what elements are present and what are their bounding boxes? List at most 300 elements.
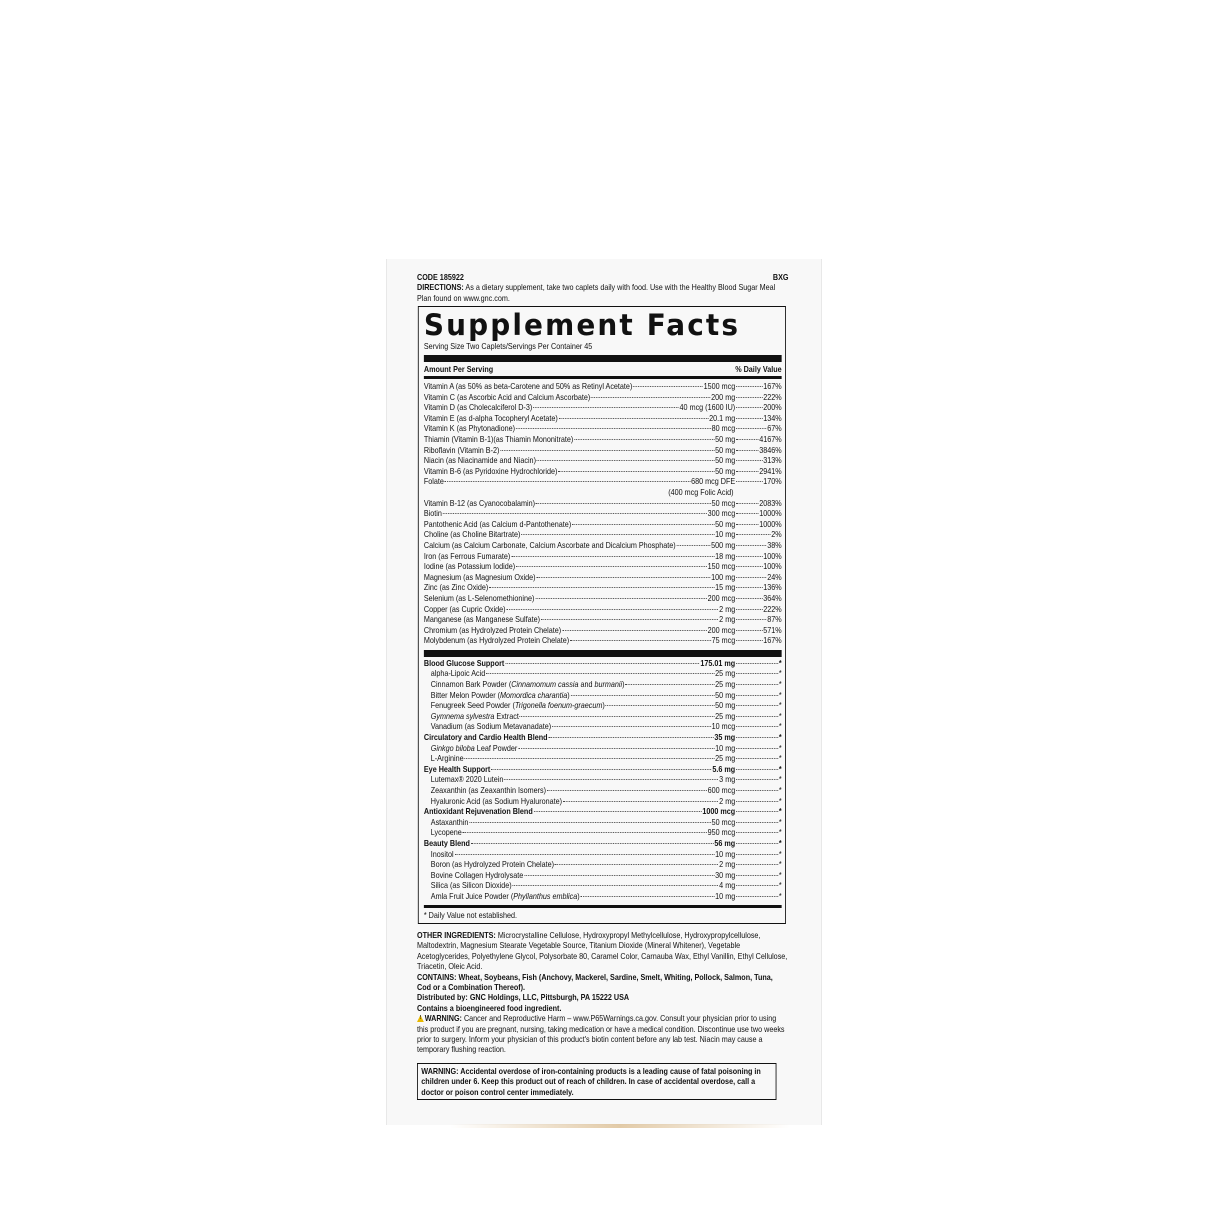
dot-leader	[570, 640, 711, 641]
nutrient-amount: 175.01 mg	[700, 657, 736, 668]
dot-leader	[591, 397, 710, 398]
nutrient-dv: 1000%	[759, 518, 782, 529]
contains-statement: CONTAINS: Wheat, Soybeans, Fish (Anchovy, Mackerel, Sardine, Smelt, Whiting, Pollock, Salmon, Tuna, Cod or a Combination Thereof).	[417, 971, 773, 992]
dot-leader	[736, 779, 778, 780]
dot-leader	[469, 822, 710, 823]
nutrient-row	[424, 582, 782, 593]
nutrient-amount: 75 mcg	[711, 635, 736, 646]
nutrient-amount: 18 mg	[715, 550, 736, 561]
dot-leader	[572, 524, 714, 525]
nutrient-name: Pantothenic Acid (as Calcium d-Pantothenate)	[423, 518, 572, 529]
nutrient-name: Zeaxanthin (as Zeaxanthin Isomers)	[430, 785, 547, 795]
nutrient-dv-cell	[735, 508, 781, 518]
dot-leader	[518, 748, 714, 749]
nutrient-dv-cell	[735, 732, 781, 742]
dot-leader	[736, 684, 778, 685]
nutrient-row	[424, 572, 782, 583]
nutrient-name: Vitamin D (as Cholecalciferol D-3)	[423, 402, 533, 413]
nutrient-dv: 67%	[767, 423, 782, 434]
nutrient-dv-cell	[735, 604, 781, 614]
batch-code: BXG	[772, 272, 789, 282]
nutrient-row	[424, 806, 782, 817]
nutrient-amount: 150 mcg	[707, 561, 736, 572]
facts-title: Supplement Facts	[423, 308, 741, 343]
dot-leader	[534, 811, 702, 812]
nutrient-amount: 10 mg	[715, 890, 736, 901]
nutrient-amount: 10 mcg	[711, 721, 736, 732]
nutrient-row	[424, 392, 782, 403]
dot-leader	[736, 418, 762, 419]
footnote: * Daily Value not established.	[424, 905, 782, 920]
dot-leader	[736, 481, 762, 482]
nutrient-row	[424, 870, 782, 881]
dot-leader	[559, 418, 709, 419]
dot-leader	[736, 524, 758, 525]
dot-leader	[536, 503, 711, 504]
nutrient-dv: *	[778, 816, 782, 827]
dot-leader	[491, 769, 711, 770]
section-divider	[424, 650, 782, 657]
nutrient-dv: 24%	[767, 571, 782, 582]
dot-leader	[736, 864, 778, 865]
nutrient-name: Bovine Collagen Hydrolysate	[430, 869, 524, 880]
dot-leader	[736, 460, 762, 461]
nutrient-name: Boron (as Hydrolyzed Protein Chelate)	[430, 859, 555, 870]
dot-leader	[736, 513, 758, 514]
nutrient-name: Iodine (as Potassium Iodide)	[423, 561, 516, 572]
nutrient-row	[424, 732, 782, 743]
nutrient-dv-cell	[735, 529, 781, 539]
nutrient-dv: 100%	[763, 550, 782, 561]
nutrient-dv-cell	[735, 679, 781, 689]
nutrient-name: Fenugreek Seed Powder (Trigonella foenum-graecum)	[430, 700, 605, 711]
nutrient-dv-cell	[735, 498, 781, 508]
nutrient-dv: 2%	[771, 529, 782, 540]
nutrient-amount: 50 mg	[715, 455, 736, 466]
dot-leader	[555, 864, 718, 865]
dot-leader	[736, 673, 778, 674]
nutrient-dv: *	[778, 890, 782, 901]
nutrient-dv: *	[778, 763, 782, 774]
nutrient-amount: 300 mcg	[707, 508, 736, 519]
nutrient-name: Circulatory and Cardio Health Blend	[423, 732, 548, 743]
nutrient-dv: 4167%	[759, 434, 782, 444]
nutrient-dv-cell	[735, 721, 781, 731]
other-ingredients-text: Microcrystalline Cellulose, Hydroxypropyl Methylcellulose, Hydroxypropylcellulose, Maltodextrin, Magnesium Stearate Vegetable Source, Titanium Dioxide (Mineral Whitener), Vegetable Acetoglycerides, Polyethylene Glycol, Polysorbate 80, Caramel Color, Carnauba Wax, Ethyl Vanillin, Ethyl Cellulose, Triacetin, Oleic Acid.	[417, 929, 788, 972]
dot-leader	[736, 640, 762, 641]
dot-leader	[574, 439, 714, 440]
dot-leader	[736, 737, 778, 738]
nutrient-name: Bitter Melon Powder (Momordica charantia)	[430, 689, 570, 700]
dot-leader	[486, 673, 714, 674]
nutrient-dv: *	[778, 742, 782, 753]
nutrient-dv: *	[778, 657, 782, 668]
nutrient-dv-cell	[735, 635, 781, 645]
nutrient-dv: 100%	[763, 561, 782, 572]
prop65-warning	[417, 1013, 789, 1055]
nutrient-dv-cell	[735, 582, 781, 592]
dot-leader	[736, 609, 762, 610]
nutrient-dv-cell	[735, 423, 781, 433]
nutrient-row	[424, 859, 782, 870]
nutrient-amount: 50 mg	[715, 444, 736, 455]
nutrient-row	[424, 891, 782, 902]
nutrient-row	[424, 785, 782, 796]
nutrient-row	[424, 540, 782, 551]
nutrient-name: Niacin (as Niacinamide and Niacin)	[423, 455, 536, 466]
dot-leader	[736, 896, 778, 897]
nutrient-dv-cell	[735, 817, 781, 827]
nutrient-amount: 80 mcg	[711, 423, 736, 434]
directions	[417, 282, 789, 303]
nutrient-dv-cell	[735, 700, 781, 710]
nutrient-dv-cell	[735, 455, 781, 465]
nutrient-name: Molybdenum (as Hydrolyzed Protein Chelate)	[423, 635, 570, 646]
nutrient-amount: 30 mg	[715, 869, 736, 880]
nutrient-amount: 680 mcg DFE	[691, 476, 736, 487]
nutrient-dv: *	[778, 827, 782, 838]
nutrient-name: Magnesium (as Magnesium Oxide)	[423, 571, 536, 582]
nutrient-row	[424, 827, 782, 838]
nutrient-dv-cell	[735, 806, 781, 816]
dot-leader	[736, 769, 778, 770]
nutrient-amount: 2 mg	[719, 859, 736, 870]
nutrient-dv: 364%	[763, 592, 782, 603]
nutrient-amount: 50 mg	[715, 434, 736, 444]
prop65-warning-label: WARNING:	[424, 1013, 462, 1024]
dot-leader	[736, 822, 778, 823]
dot-leader	[505, 663, 699, 664]
nutrient-name: Chromium (as Hydrolyzed Protein Chelate)	[423, 624, 562, 635]
nutrient-dv: 167%	[763, 381, 782, 392]
nutrient-name: Calcium (as Calcium Carbonate, Calcium Ascorbate and Dicalcium Phosphate)	[423, 539, 676, 550]
nutrient-dv-cell	[735, 413, 781, 423]
nutrient-dv-cell	[735, 796, 781, 806]
column-header	[424, 362, 782, 379]
nutrient-dv: *	[778, 795, 782, 806]
nutrient-row	[424, 381, 782, 392]
dot-leader	[552, 726, 711, 727]
nutrient-name: Vitamin K (as Phytonadione)	[423, 423, 516, 434]
nutrient-name: Vitamin B-6 (as Pyridoxine Hydrochloride)	[423, 465, 558, 476]
nutrient-name: Beauty Blend	[423, 837, 470, 848]
dot-leader	[736, 716, 778, 717]
nutrient-amount: 200 mg	[711, 391, 736, 402]
nutrient-dv: *	[778, 859, 782, 870]
dot-leader	[736, 748, 778, 749]
nutrient-amount: 10 mg	[715, 848, 736, 859]
nutrient-dv-cell	[735, 870, 781, 880]
nutrient-dv-cell	[735, 434, 781, 444]
directions-label: DIRECTIONS:	[417, 282, 464, 293]
nutrient-amount: 2 mg	[719, 795, 736, 806]
nutrient-dv-cell	[735, 743, 781, 753]
nutrient-dv: 222%	[763, 391, 782, 402]
nutrient-dv-cell	[735, 774, 781, 784]
bioengineered-statement: Contains a bioengineered food ingredient.	[417, 1002, 562, 1013]
nutrient-dv: *	[778, 880, 782, 891]
nutrient-dv: 3846%	[759, 444, 782, 455]
nutrient-name: L-Arginine	[430, 753, 464, 764]
dot-leader	[736, 695, 778, 696]
nutrient-name: Blood Glucose Support	[423, 657, 505, 668]
nutrient-name: Vitamin E (as d-alpha Tocopheryl Acetate)	[423, 412, 558, 423]
dot-leader	[736, 428, 766, 429]
nutrient-row	[424, 753, 782, 764]
nutrient-row	[424, 721, 782, 732]
nutrient-amount: 3 mg	[719, 774, 736, 785]
nutrient-dv: 222%	[763, 603, 782, 614]
nutrient-amount: 2 mg	[719, 603, 736, 614]
warning-triangle-icon	[417, 1015, 424, 1022]
dot-leader	[736, 545, 766, 546]
nutrient-amount: 50 mg	[715, 465, 736, 476]
nutrient-dv-cell	[735, 466, 781, 476]
nutrient-name: Antioxidant Rejuvenation Blend	[423, 806, 533, 817]
nutrient-name: Vitamin C (as Ascorbic Acid and Calcium Ascorbate)	[423, 391, 591, 402]
nutrient-dv-cell	[735, 476, 781, 486]
nutrient-amount: 50 mcg	[711, 816, 736, 827]
nutrient-dv-cell	[735, 551, 781, 561]
nutrient-dv-cell	[735, 445, 781, 455]
dot-leader	[547, 790, 707, 791]
dot-leader	[511, 556, 714, 557]
label-panel	[386, 259, 822, 1125]
dot-leader	[736, 556, 762, 557]
nutrient-dv: 313%	[763, 455, 782, 466]
dot-leader	[736, 598, 762, 599]
nutrient-dv: 38%	[767, 539, 782, 550]
nutrient-name: Eye Health Support	[423, 763, 491, 774]
nutrient-dv-cell	[735, 690, 781, 700]
nutrient-dv-cell	[735, 572, 781, 582]
dot-leader	[536, 577, 710, 578]
nutrient-name: Inositol	[430, 848, 454, 859]
dot-leader	[562, 630, 707, 631]
nutrient-amount: 25 mg	[715, 710, 736, 721]
dot-leader	[736, 630, 762, 631]
nutrient-name: Biotin	[423, 508, 442, 519]
nutrient-row	[424, 796, 782, 807]
dot-leader	[521, 534, 714, 535]
nutrient-row	[424, 434, 782, 445]
nutrient-amount: 50 mg	[715, 700, 736, 711]
supplement-facts-panel	[418, 306, 786, 924]
panel-bottom-edge	[450, 1124, 790, 1128]
dot-leader	[563, 801, 718, 802]
dot-leader	[736, 758, 778, 759]
dot-leader	[736, 450, 758, 451]
dot-leader	[471, 843, 714, 844]
prop65-warning-text: Cancer and Reproductive Harm – www.P65Warnings.ca.gov. Consult your physician prior to using this product if you are pregnant, nursing, taking medication or have a medical condition. Discontinue use two weeks prior to surgery. Inform your physician of this product's biotin content before any lab test. Niacin may cause a temporary flushing reaction.	[417, 1013, 785, 1055]
dot-leader	[520, 716, 715, 717]
dot-leader	[736, 566, 762, 567]
dot-leader	[736, 854, 778, 855]
nutrient-dv: 87%	[767, 614, 782, 625]
vitamin-list	[424, 381, 782, 487]
nutrient-dv-cell	[735, 381, 781, 391]
dot-leader	[736, 503, 758, 504]
nutrient-dv: *	[778, 689, 782, 700]
dot-leader	[736, 663, 778, 664]
nutrient-dv: 136%	[763, 582, 782, 593]
nutrient-row	[424, 423, 782, 434]
nutrient-amount: 100 mg	[711, 571, 736, 582]
dot-leader	[736, 534, 770, 535]
dot-leader	[463, 832, 707, 833]
nutrient-amount: 2 mg	[719, 614, 736, 625]
nutrient-row	[424, 604, 782, 615]
dot-leader	[736, 875, 778, 876]
nutrient-amount: 50 mcg	[711, 497, 736, 508]
nutrient-name: Cinnamon Bark Powder (Cinnamomum cassia and burmanii)	[430, 679, 625, 690]
nutrient-row	[424, 476, 782, 487]
nutrient-name: Folate	[423, 476, 444, 487]
nutrient-dv: *	[778, 668, 782, 679]
nutrient-name: Lycopene	[430, 827, 462, 838]
dot-leader	[736, 386, 762, 387]
nutrient-row	[424, 498, 782, 509]
nutrient-name: Thiamin (Vitamin B-1)(as Thiamin Mononitrate)	[423, 434, 574, 444]
nutrient-row	[424, 561, 782, 572]
nutrient-dv-cell	[735, 764, 781, 774]
dot-leader	[625, 684, 714, 685]
dot-leader	[443, 513, 707, 514]
nutrient-name: Zinc (as Zinc Oxide)	[423, 582, 489, 593]
nutrient-name: Choline (as Choline Bitartrate)	[423, 529, 521, 540]
nutrient-amount: 5.6 mg	[712, 763, 736, 774]
directions-text: As a dietary supplement, take two caplets daily with food. Use with the Healthy Blood Sugar Meal Plan found on www.gnc.com.	[417, 282, 776, 303]
nutrient-dv-cell	[735, 614, 781, 624]
dot-leader	[677, 545, 711, 546]
iron-warning-box: WARNING: Accidental overdose of iron-containing products is a leading cause of fatal poisoning in children under 6. Keep this product out of reach of children. In case of accidental overdose, call a doctor or poison control center immediately.	[417, 1063, 776, 1100]
nutrient-dv: *	[778, 732, 782, 743]
nutrient-dv-cell	[735, 540, 781, 550]
nutrient-name: Selenium (as L-Selenomethionine)	[423, 592, 535, 603]
dot-leader	[524, 875, 714, 876]
nutrient-dv: *	[778, 710, 782, 721]
nutrient-dv: 1000%	[759, 508, 782, 519]
other-ingredients-label: OTHER INGREDIENTS:	[417, 929, 496, 940]
nutrient-dv: *	[778, 721, 782, 732]
dot-leader	[736, 587, 762, 588]
nutrient-row	[424, 764, 782, 775]
nutrient-name: Hyaluronic Acid (as Sodium Hyaluronate)	[430, 795, 563, 806]
nutrient-amount: 950 mcg	[707, 827, 736, 838]
nutrient-row	[424, 880, 782, 891]
nutrient-name: Lutemax® 2020 Lutein	[430, 774, 504, 785]
nutrient-amount: 600 mcg	[707, 785, 736, 795]
nutrient-amount: 25 mg	[715, 679, 736, 690]
dot-leader	[736, 885, 778, 886]
dot-leader	[736, 790, 778, 791]
other-info	[417, 930, 789, 1055]
nutrient-dv-cell	[735, 519, 781, 529]
nutrient-row	[424, 690, 782, 701]
nutrient-amount: 500 mg	[711, 539, 736, 550]
dot-leader	[736, 619, 766, 620]
nutrient-dv-cell	[735, 859, 781, 869]
blend-list	[424, 658, 782, 902]
nutrient-amount: 10 mg	[715, 742, 736, 753]
other-ingredients	[417, 930, 789, 972]
nutrient-dv-cell	[735, 392, 781, 402]
nutrient-dv: *	[778, 679, 782, 690]
nutrient-dv: *	[778, 700, 782, 711]
nutrient-row	[424, 614, 782, 625]
nutrient-dv-cell	[735, 668, 781, 678]
dot-leader	[512, 885, 718, 886]
dot-leader	[571, 695, 715, 696]
dot-leader	[606, 705, 715, 706]
nutrient-amount: 10 mg	[715, 529, 736, 540]
nutrient-amount: 200 mcg	[707, 592, 736, 603]
nutrient-dv: 134%	[763, 412, 782, 423]
nutrient-name: Vanadium (as Sodium Metavanadate)	[430, 721, 552, 732]
nutrient-name: Riboflavin (Vitamin B-2)	[423, 444, 500, 455]
nutrient-row	[424, 668, 782, 679]
nutrient-row	[424, 402, 782, 413]
nutrient-row	[424, 529, 782, 540]
nutrient-dv-cell	[735, 838, 781, 848]
dot-leader	[535, 598, 706, 599]
dot-leader	[736, 705, 778, 706]
nutrient-name: Iron (as Ferrous Fumarate)	[423, 550, 511, 561]
nutrient-name: Vitamin B-12 (as Cyanocobalamin)	[423, 497, 536, 508]
nutrient-name: Gymnema sylvestra Extract	[430, 710, 519, 721]
serving-size: Serving Size Two Caplets/Servings Per Container 45	[424, 341, 782, 361]
nutrient-amount: 20.1 mg	[709, 412, 736, 423]
nutrient-name: Vitamin A (as 50% as beta-Carotene and 50% as Retinyl Acetate)	[423, 381, 633, 392]
nutrient-row	[424, 658, 782, 669]
nutrient-row	[424, 466, 782, 477]
dot-leader	[736, 397, 762, 398]
folate-note: (400 mcg Folic Acid)	[668, 486, 734, 497]
nutrient-amount: 1000 mcg	[702, 806, 736, 817]
product-code: CODE 185922	[417, 272, 464, 282]
dot-leader	[454, 854, 714, 855]
nutrient-dv-cell	[735, 625, 781, 635]
nutrient-row	[424, 774, 782, 785]
dot-leader	[489, 587, 714, 588]
label-header	[417, 272, 789, 282]
nutrient-dv: 170%	[763, 476, 782, 487]
dot-leader	[558, 471, 714, 472]
dot-leader	[736, 843, 778, 844]
dot-leader	[736, 726, 778, 727]
distributor: Distributed by: GNC Holdings, LLC, Pittsburgh, PA 15222 USA	[417, 992, 630, 1003]
nutrient-row	[424, 625, 782, 636]
nutrient-dv: *	[778, 869, 782, 880]
nutrient-row	[424, 679, 782, 690]
nutrient-dv: *	[778, 774, 782, 785]
nutrient-row	[424, 849, 782, 860]
nutrient-row	[424, 817, 782, 828]
dot-leader	[516, 566, 707, 567]
nutrient-row	[424, 593, 782, 604]
label-sheet	[417, 272, 789, 1100]
dot-leader	[500, 450, 714, 451]
nutrient-dv: *	[778, 806, 782, 817]
nutrient-dv: *	[778, 837, 782, 848]
nutrient-dv: 571%	[763, 624, 782, 635]
nutrient-amount: 25 mg	[715, 668, 736, 679]
nutrient-row	[424, 445, 782, 456]
dot-leader	[516, 428, 711, 429]
dot-leader	[736, 801, 778, 802]
nutrient-amount: 35 mg	[714, 732, 736, 743]
dot-leader	[736, 439, 758, 440]
